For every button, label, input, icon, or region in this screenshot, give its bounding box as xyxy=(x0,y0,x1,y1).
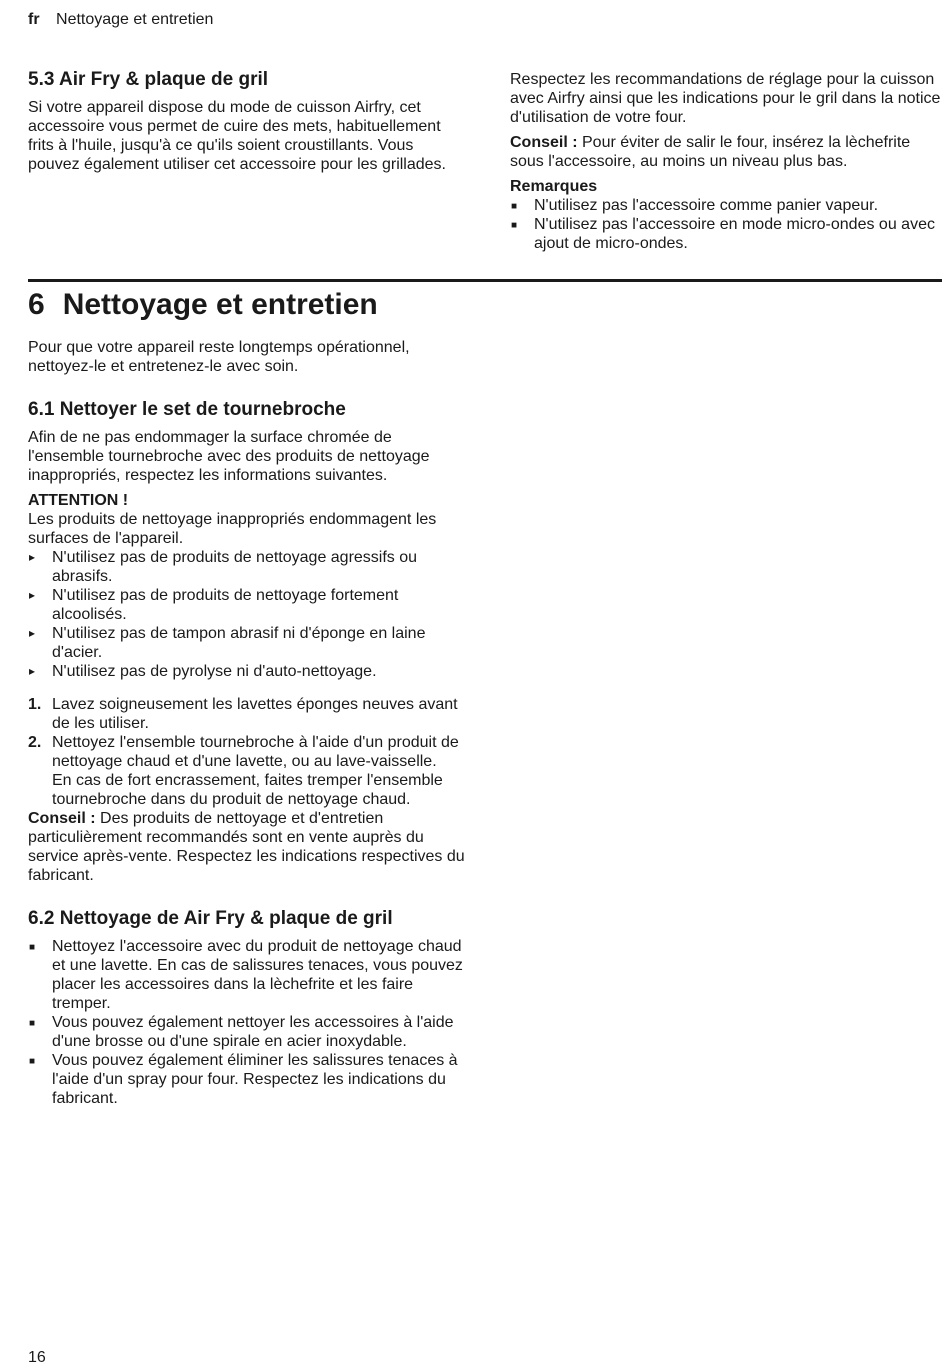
warning-list xyxy=(28,548,468,681)
section-6-1-heading: 6.1 Nettoyer le set de tournebroche xyxy=(28,399,346,420)
list-item: ■ Vous pouvez également nettoyer les accessoires à l'aide d'une brosse ou d'une spirale en acier inoxydable. xyxy=(28,1013,468,1051)
section-5-3-paragraph: Si votre appareil dispose du mode de cuisson Airfry, cet accessoire vous permet de cuire des mets, habituellement frits à l'huile, jusqu'à ce qu'ils soient croustillants. Vous pouvez également utiliser cet accessoire pour les grillades. xyxy=(28,99,446,173)
tip-paragraph xyxy=(510,133,942,171)
list-item: ■ Nettoyez l'accessoire avec du produit de nettoyage chaud et une lavette. En cas de salissures tenaces, vous pouvez placer les accessoires dans la lèchefrite et les faire tremper. xyxy=(28,937,468,1013)
step-text: Nettoyez l'ensemble tournebroche à l'aide d'un produit de nettoyage chaud et d'une lavette, ou au lave-vaisselle. xyxy=(52,734,459,770)
running-header xyxy=(28,11,213,29)
attention-text: Les produits de nettoyage inappropriés endommagent les surfaces de l'appareil. xyxy=(28,511,437,547)
tip-label: Conseil : xyxy=(28,810,96,827)
section-6-1-paragraph: Afin de ne pas endommager la surface chromée de l'ensemble tournebroche avec des produits de nettoyage inappropriés, respectez les informations suivantes. xyxy=(28,429,430,484)
chapter-6 xyxy=(28,282,468,1108)
section-5-3-heading: 5.3 Air Fry & plaque de gril xyxy=(28,69,269,90)
list-item: ▸ N'utilisez pas de produits de nettoyage agressifs ou abrasifs. xyxy=(28,548,468,586)
step-number: 1. xyxy=(28,696,42,713)
cleaning-list xyxy=(28,937,468,1108)
list-item: ■ N'utilisez pas l'accessoire comme panier vapeur. xyxy=(510,196,942,215)
language-code: fr xyxy=(28,11,40,28)
step-item xyxy=(28,733,468,809)
section-6-2-heading: 6.2 Nettoyage de Air Fry & plaque de gril xyxy=(28,908,393,929)
list-item: ■ N'utilisez pas l'accessoire en mode micro-ondes ou avec ajout de micro-ondes. xyxy=(510,215,942,253)
step-number: 2. xyxy=(28,734,42,751)
section-5-3-continued xyxy=(510,70,942,253)
remarks-list xyxy=(510,196,942,253)
section-5-3 xyxy=(28,68,468,174)
chapter-title xyxy=(28,286,468,324)
list-item: ▸ N'utilisez pas de tampon abrasif ni d'éponge en laine d'acier. xyxy=(28,624,468,662)
tip-text: Pour éviter de salir le four, insérez la lèchefrite sous l'accessoire, au moins un niveau plus bas. xyxy=(510,134,911,170)
tip-paragraph xyxy=(28,809,468,885)
list-item: ■ Vous pouvez également éliminer les salissures tenaces à l'aide d'un spray pour four. Respectez les indications du fabricant. xyxy=(28,1051,468,1108)
page-number: 16 xyxy=(28,1349,46,1366)
attention-label: ATTENTION ! xyxy=(28,492,129,509)
step-item xyxy=(28,695,468,733)
step-extra: En cas de fort encrassement, faites tremper l'ensemble tournebroche dans du produit de nettoyage chaud. xyxy=(52,772,443,808)
remarks-label: Remarques xyxy=(510,178,598,195)
header-title: Nettoyage et entretien xyxy=(56,11,214,28)
step-text: Lavez soigneusement les lavettes éponges neuves avant de les utiliser. xyxy=(52,696,458,732)
tip-text: Des produits de nettoyage et d'entretien particulièrement recommandés sont en vente auprès du service après-vente. Respectez les indications respectives du fabricant. xyxy=(28,810,465,884)
airfry-settings-paragraph: Respectez les recommandations de réglage pour la cuisson avec Airfry ainsi que les indications pour le gril dans la notice d'utilisation de votre four. xyxy=(510,71,941,126)
list-item: ▸ N'utilisez pas de pyrolyse ni d'auto-nettoyage. xyxy=(28,662,468,681)
chapter-number: 6 xyxy=(28,288,45,321)
list-item: ▸ N'utilisez pas de produits de nettoyage fortement alcoolisés. xyxy=(28,586,468,624)
chapter-title-text: Nettoyage et entretien xyxy=(62,288,378,321)
tip-label: Conseil : xyxy=(510,134,578,151)
chapter-intro: Pour que votre appareil reste longtemps opérationnel, nettoyez-le et entretenez-le avec soin. xyxy=(28,339,410,375)
steps-list xyxy=(28,695,468,809)
